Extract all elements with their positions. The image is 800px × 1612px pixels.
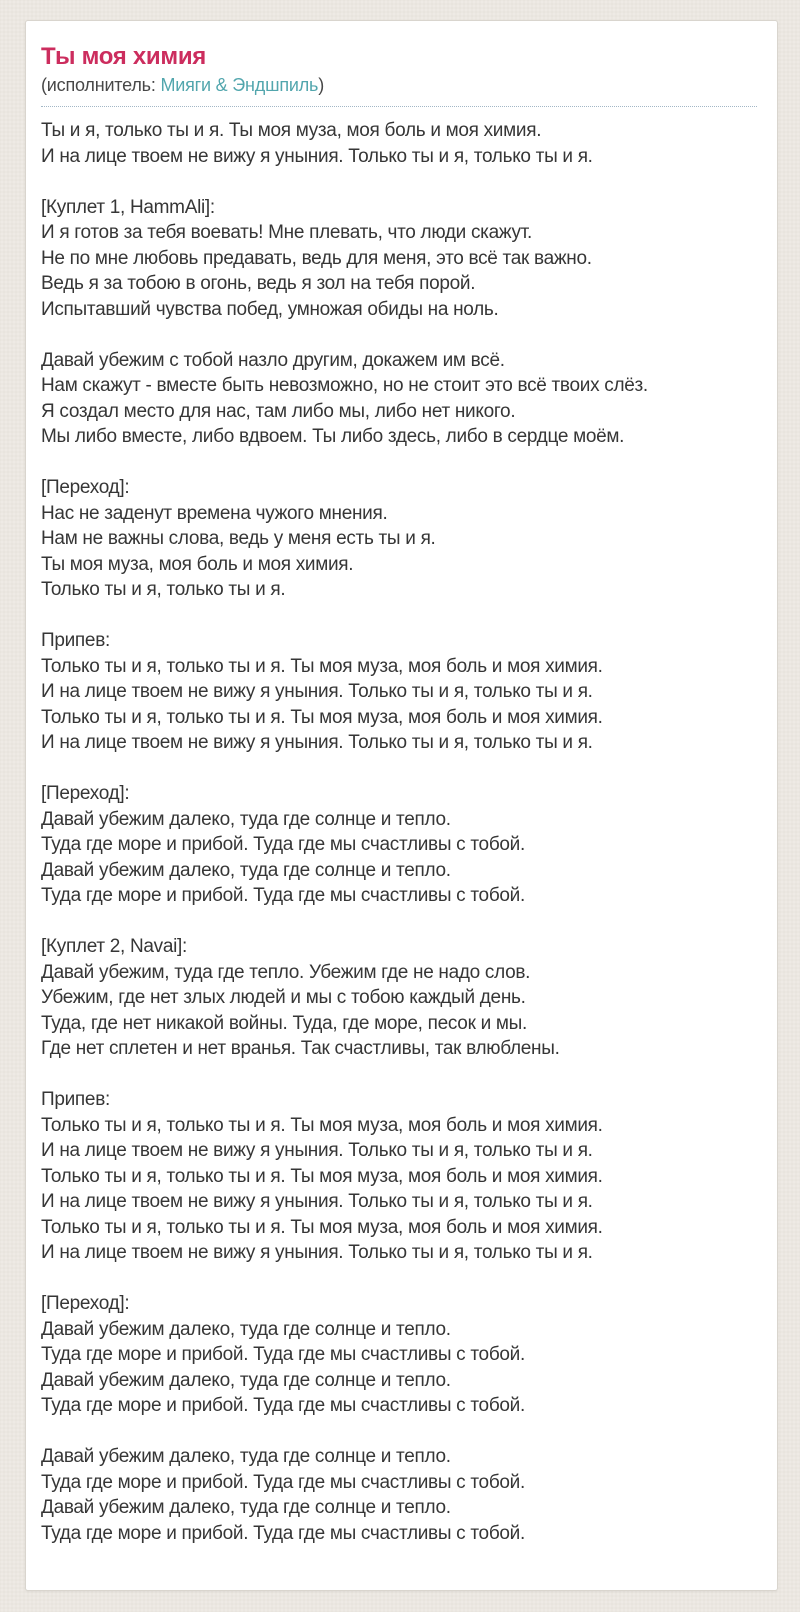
stanza-bridge-1: [Переход]: Нас не заденут времена чужого мнения. Нам не важны слова, ведь у меня есть ты и я. Ты моя муза, моя боль и моя химия. Только ты и я, только ты и я. — [41, 477, 436, 601]
stanza-bridge-3: [Переход]: Давай убежим далеко, туда где солнце и тепло. Туда где море и прибой. Туда где мы счастливы с тобой. Давай убежим далеко, туда где солнце и тепло. Туда где море и прибой. Туда где мы счастливы с тобой. — [41, 1293, 525, 1417]
stanza-chorus-1: Припев: Только ты и я, только ты и я. Ты моя муза, моя боль и моя химия. И на лице твоем не вижу я уныния. Только ты и я, только ты и я. Только ты и я, только ты и я. Ты моя муза, моя боль и моя химия. И на лице твоем не вижу я уныния. Только ты и я, только ты и я. — [41, 630, 603, 754]
stanza-intro: Ты и я, только ты и я. Ты моя муза, моя боль и моя химия. И на лице твоем не вижу я уныния. Только ты и я, только ты и я. — [41, 120, 593, 167]
stanza-bridge-2: [Переход]: Давай убежим далеко, туда где солнце и тепло. Туда где море и прибой. Туда где мы счастливы с тобой. Давай убежим далеко, туда где солнце и тепло. Туда где море и прибой. Туда где мы счастливы с тобой. — [41, 783, 525, 907]
stanza-chorus-2: Припев: Только ты и я, только ты и я. Ты моя муза, моя боль и моя химия. И на лице твоем не вижу я уныния. Только ты и я, только ты и я. Только ты и я, только ты и я. Ты моя муза, моя боль и моя химия. И на лице твоем не вижу я уныния. Только ты и я, только ты и я. Только ты и я, только ты и я. Ты моя муза, моя боль и моя химия. И на лице твоем не вижу я уныния. Только ты и я, только ты и я. — [41, 1089, 603, 1264]
artist-line — [41, 74, 757, 97]
artist-prefix: (исполнитель: — [41, 74, 156, 95]
artist-suffix: ) — [318, 74, 324, 95]
stanza-verse-1: [Куплет 1, HammAli]: И я готов за тебя воевать! Мне плевать, что люди скажут. Не по мне любовь предавать, ведь для меня, это всё так важно. Ведь я за тобою в огонь, ведь я зол на тебя порой. Испытавший чувства побед, умножая обиды на ноль. — [41, 196, 592, 320]
artist-link[interactable]: Мияги & Эндшпиль — [160, 74, 319, 95]
lyrics-card — [25, 20, 778, 1591]
stanza-verse-1b: Давай убежим с тобой назло другим, докажем им всё. Нам скажут - вместе быть невозможно, но не стоит это всё твоих слёз. Я создал место для нас, там либо мы, либо нет никого. Мы либо вместе, либо вдвоем. Ты либо здесь, либо в сердце моём. — [41, 349, 648, 448]
song-title: Ты моя химия — [41, 43, 206, 70]
stanza-verse-2: [Куплет 2, Navai]: Давай убежим, туда где тепло. Убежим где не надо слов. Убежим, где нет злых людей и мы с тобою каждый день. Туда, где нет никакой войны. Туда, где море, песок и мы. Где нет сплетен и нет вранья. Так счастливы, так влюблены. — [41, 936, 560, 1060]
stanza-outro: Давай убежим далеко, туда где солнце и тепло. Туда где море и прибой. Туда где мы счастливы с тобой. Давай убежим далеко, туда где солнце и тепло. Туда где море и прибой. Туда где мы счастливы с тобой. — [41, 1446, 525, 1544]
song-header — [41, 43, 757, 107]
lyrics-text — [41, 118, 757, 1546]
